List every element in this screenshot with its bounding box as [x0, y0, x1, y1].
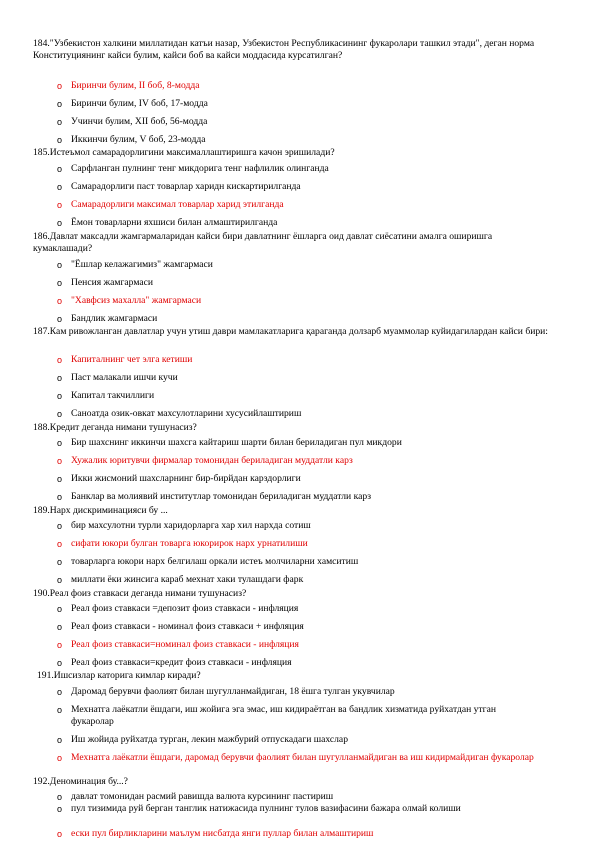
option-189-1: o бир махсулотни турли харидорларга хар хил нархда сотиш	[57, 520, 311, 531]
bullet-icon: o	[57, 182, 63, 192]
bullet-icon: o	[57, 135, 63, 145]
option-185-4: o Ёмон товарларни яхшиси билан алмаштирилганда	[57, 217, 278, 228]
option-184-3: o Учинчи булим, XII боб, 56-модда	[57, 116, 208, 127]
option-189-3: o товарларга юкори нарх белгилаш оркали истеъ молчиларни хамситиш	[57, 556, 359, 567]
bullet-icon: o	[57, 804, 63, 814]
bullet-icon: o	[57, 705, 63, 715]
option-186-1: o "Ёшлар келажагимиз" жамгармаси	[57, 259, 213, 270]
bullet-icon: o	[57, 539, 63, 549]
option-188-4: o Банклар ва молиявий институтлар томонидан бериладиган муддатли карз	[57, 491, 372, 502]
option-187-1: o Капиталнинг чет элга кетиши	[57, 354, 193, 365]
option-190-1: o Реал фоиз ставкаси =депозит фоиз ставкаси - инфляция	[57, 603, 299, 614]
option-191-1: o Даромад берувчи фаолият билан шугулланмайдиган, 18 ёшга тулган укувчилар	[57, 686, 395, 697]
option-187-4: o Саноатда озик-овкат махсулотларини хусусийлаштириш	[57, 408, 302, 419]
question-191: 191.Ишсизлар каторига кимлар киради?	[37, 670, 201, 681]
bullet-icon: o	[57, 117, 63, 127]
bullet-icon: o	[57, 474, 63, 484]
option-189-2: o сифати юкори булган товарга юкорирок нарх урнатилиши	[57, 538, 308, 549]
option-189-4: o миллати ёки жинсига караб мехнат хаки тулашдаги фарк	[57, 574, 304, 585]
bullet-icon: o	[57, 640, 63, 650]
bullet-icon: o	[57, 735, 63, 745]
bullet-icon: o	[57, 792, 63, 802]
option-187-3: o Капитал такчиллиги	[57, 390, 155, 401]
question-190: 190.Реал фоиз ставкаси деганда нимани тушунасиз?	[33, 588, 247, 599]
option-184-4: o Иккинчи булим, V боб, 23-модда	[57, 134, 206, 145]
bullet-icon: o	[57, 391, 63, 401]
option-191-4: o Мехнатга лаёкатли ёшдаги, даромад берувчи фаолият билан шугулланмайдиган ва иш кидирмайдиган фукаролар	[57, 752, 534, 763]
bullet-icon: o	[57, 81, 63, 91]
question-184: 184."Узбекистон халкини миллатидан катъи назар, Узбекистон Республикасининг фукаролари ташкил этади", деган норма Конституциянинг кайси булим, кайси боб ва кайси моддасида курсатилган?	[33, 38, 535, 62]
option-185-3: o Самарадорлиги максимал товарлар харид этилганда	[57, 199, 284, 210]
bullet-icon: o	[57, 99, 63, 109]
question-189: 189.Нарх дискриминацияси бу ...	[33, 505, 168, 516]
question-186: 186.Давлат максадли жамгармаларидан кайси бири давлатнинг ёшларга оид давлат сиёсатини амалга оширишга кумаклашади?	[33, 231, 493, 255]
bullet-icon: o	[57, 164, 63, 174]
option-188-2: o Хужалик юритувчи фирмалар томонидан бериладиган муддатли карз	[57, 455, 353, 466]
option-186-4: o Бандлик жамгармаси	[57, 313, 158, 324]
bullet-icon: o	[57, 753, 63, 763]
bullet-icon: o	[57, 438, 63, 448]
option-190-2: o Реал фоиз ставкаси - номинал фоиз ставкаси + инфляция	[57, 621, 304, 632]
option-188-1: o Бир шахснинг иккинчи шахсга кайтариш шарти билан бериладиган пул микдори	[57, 437, 402, 448]
bullet-icon: o	[57, 278, 63, 288]
bullet-icon: o	[57, 575, 63, 585]
option-191-3: o Иш жойида руйхатда турган, лекин мажбурий отпускадаги шахслар	[57, 734, 348, 745]
bullet-icon: o	[57, 557, 63, 567]
bullet-icon: o	[57, 829, 63, 839]
option-192-3: o ески пул бирликларини маълум нисбатда янги пуллар билан алмаштириш	[57, 828, 374, 839]
bullet-icon: o	[57, 622, 63, 632]
bullet-icon: o	[57, 373, 63, 383]
bullet-icon: o	[57, 314, 63, 324]
bullet-icon: o	[57, 456, 63, 466]
option-185-2: o Самарадорлиги паст товарлар харидн кискартирилганда	[57, 181, 301, 192]
question-188: 188.Кредит деганда нимани тушунасиз?	[33, 422, 197, 433]
bullet-icon: o	[57, 658, 63, 668]
bullet-icon: o	[57, 200, 63, 210]
bullet-icon: o	[57, 521, 63, 531]
option-187-2: o Паст малакали ишчи кучи	[57, 372, 178, 383]
option-188-3: o Икки жисмоний шахсларнинг бир-бирйдан карздорлиги	[57, 473, 301, 484]
option-184-1: o Биринчи булим, II боб, 8-модда	[57, 80, 200, 91]
bullet-icon: o	[57, 687, 63, 697]
bullet-icon: o	[57, 409, 63, 419]
option-185-1: o Сарфланган пулнинг тенг микдорига тенг нафлилик олинганда	[57, 163, 329, 174]
option-191-2: o Мехнатга лаёкатли ёшдаги, иш жойига эга эмас, иш кидираётган ва бандлик хизматида руйхатдан утган фукаролар	[57, 704, 496, 728]
bullet-icon: o	[57, 260, 63, 270]
question-185: 185.Истеъмол самарадорлигини максималлаштиришга качон эришилади?	[33, 147, 335, 158]
option-190-3: o Реал фоиз ставкаси=номинал фоиз ставкаси - инфляция	[57, 639, 299, 650]
question-192: 192.Деноминация бу...?	[33, 776, 128, 787]
question-187: 187.Кам ривожланган давлатлар учун утиш даври мамлакатларига қараганда долзарб муаммолар куйидагилардан кайси бири:	[33, 326, 548, 337]
option-186-2: o Пенсия жамгармаси	[57, 277, 153, 288]
bullet-icon: o	[57, 296, 63, 306]
bullet-icon: o	[57, 218, 63, 228]
option-192-1: o давлат томонидан расмий равишда валюта курсининг пастириш	[57, 791, 334, 802]
option-190-4: o Реал фоиз ставкаси=кредит фоиз ставкаси - инфляция	[57, 657, 292, 668]
option-184-2: o Биринчи булим, IV боб, 17-модда	[57, 98, 208, 109]
bullet-icon: o	[57, 355, 63, 365]
bullet-icon: o	[57, 492, 63, 502]
bullet-icon: o	[57, 604, 63, 614]
option-192-2: o пул тизимида руй берган танглик натижасида пулнинг тулов вазифасини бажара олмай колиши	[57, 803, 461, 814]
option-186-3: o "Хавфсиз махалла" жамгармаси	[57, 295, 202, 306]
